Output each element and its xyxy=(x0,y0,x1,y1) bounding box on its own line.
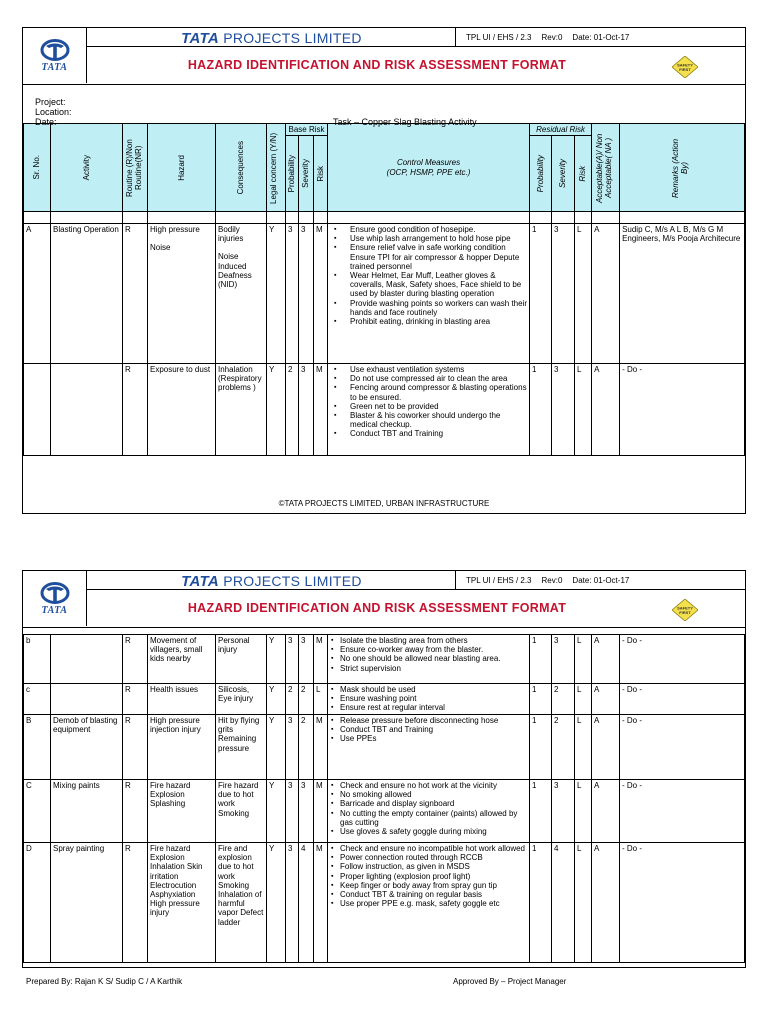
cell-line: Personal injury xyxy=(218,636,250,655)
control-item: ▪ Wear Helmet, Ear Muff, Leather gloves & coveralls, Mask, Safety shoes, Face shield to be used by blaster during blasting operation xyxy=(330,271,527,299)
cell-consequences xyxy=(216,780,267,843)
cell-res-severity: 4 xyxy=(552,843,575,963)
cell-acceptable: A xyxy=(592,364,620,456)
copyright-footer: ©TATA PROJECTS LIMITED, URBAN INFRASTRUCTURE xyxy=(278,499,490,508)
control-item: ▪ Ensure rest at regular interval xyxy=(330,703,527,712)
doc-number: TPL UI / EHS / 2.3 xyxy=(466,32,532,42)
control-list xyxy=(330,636,527,673)
cell-sr-no: b xyxy=(24,635,51,684)
cell-legal: Y xyxy=(267,364,286,456)
cell-res-probability: 1 xyxy=(530,364,552,456)
col-control-measures-sub: (OCP, HSMP, PPE etc.) xyxy=(386,167,471,177)
cell-routine: R xyxy=(123,684,148,715)
cell-hazard xyxy=(148,224,216,364)
cell-activity xyxy=(51,364,123,456)
control-item: ▪ Use PPEs xyxy=(330,734,527,743)
cell-acceptable: A xyxy=(592,684,620,715)
company-name xyxy=(89,30,454,47)
cell-line: Silicosis, Eye injury xyxy=(218,685,254,704)
control-item: ▪ Conduct TBT and Training xyxy=(330,429,527,438)
badge-text-2: FIRST xyxy=(679,610,691,615)
control-list xyxy=(330,716,527,744)
cell-res-risk: L xyxy=(575,635,592,684)
cell-line: Hit by flying grits Remaining pressure xyxy=(218,716,260,753)
table-row xyxy=(24,364,745,456)
cell-line: Fire hazard Explosion Splashing xyxy=(150,781,191,809)
company-name-bold: TATA xyxy=(181,30,220,47)
control-item: ▪ Keep finger or body away from spray gun tip xyxy=(330,881,527,890)
cell-acceptable: A xyxy=(592,780,620,843)
cell-probability: 3 xyxy=(286,843,299,963)
cell-activity xyxy=(51,635,123,684)
doc-reference xyxy=(455,571,745,589)
cell-severity: 2 xyxy=(299,684,314,715)
table-row xyxy=(24,635,745,684)
project-meta xyxy=(23,85,745,127)
cell-sr-no xyxy=(24,364,51,456)
cell-consequences xyxy=(216,224,267,364)
control-item: ▪ No cutting the empty container (paints) allowed by gas cutting xyxy=(330,809,527,827)
col-hazard: Hazard xyxy=(176,154,186,181)
cell-legal: Y xyxy=(267,715,286,780)
cell-activity: Blasting Operation xyxy=(51,224,123,364)
control-item: ▪ Conduct TBT and Training xyxy=(330,725,527,734)
cell-probability: 3 xyxy=(286,635,299,684)
cell-activity: Demob of blasting equipment xyxy=(51,715,123,780)
cell-control-measures xyxy=(328,635,530,684)
control-item: ▪ Conduct TBT & training on regular basis xyxy=(330,890,527,899)
control-item: ▪ Ensure good condition of hosepipe. xyxy=(330,225,527,234)
cell-control-measures xyxy=(328,364,530,456)
control-item: ▪ Ensure washing point xyxy=(330,694,527,703)
cell-risk: M xyxy=(314,224,328,364)
cell-line: Noise Induced Deafness (NID) xyxy=(218,252,252,290)
control-item: ▪ Prohibit eating, drinking in blasting area xyxy=(330,317,527,326)
form-title: HAZARD IDENTIFICATION AND RISK ASSESSMENT FORMAT xyxy=(187,601,567,615)
cell-consequences xyxy=(216,684,267,715)
safety-first-badge-icon xyxy=(672,599,698,621)
control-item: ▪ Release pressure before disconnecting hose xyxy=(330,716,527,725)
cell-res-risk: L xyxy=(575,684,592,715)
cell-res-probability: 1 xyxy=(530,224,552,364)
cell-res-severity: 2 xyxy=(552,715,575,780)
cell-severity: 3 xyxy=(299,224,314,364)
control-list xyxy=(330,685,527,713)
cell-sr-no: C xyxy=(24,780,51,843)
control-item: ▪ Ensure relief valve in safe working condition Ensure TPI for air compressor & hopper Depute trained personnel xyxy=(330,243,527,271)
control-list xyxy=(330,844,527,908)
control-item: ▪ Use gloves & safety goggle during mixing xyxy=(330,827,527,836)
col-base-risk: Base Risk xyxy=(286,124,328,136)
doc-number: TPL UI / EHS / 2.3 xyxy=(466,575,532,585)
control-item: ▪ No smoking allowed xyxy=(330,790,527,799)
cell-activity: Mixing paints xyxy=(51,780,123,843)
cell-control-measures xyxy=(328,843,530,963)
revision: Rev:0 xyxy=(541,575,563,585)
cell-acceptable: A xyxy=(592,843,620,963)
cell-res-severity: 3 xyxy=(552,780,575,843)
control-item: ▪ Proper lighting (explosion proof light) xyxy=(330,872,527,881)
cell-line: Noise xyxy=(150,243,171,253)
cell-consequences xyxy=(216,843,267,963)
cell-res-probability: 1 xyxy=(530,780,552,843)
risk-table-page-2 xyxy=(23,634,745,963)
table-row xyxy=(24,715,745,780)
cell-legal: Y xyxy=(267,224,286,364)
col-residual-risk: Residual Risk xyxy=(530,124,592,136)
cell-risk: M xyxy=(314,364,328,456)
doc-date: Date: 01-Oct-17 xyxy=(572,575,630,585)
control-item: ▪ Isolate the blasting area from others xyxy=(330,636,527,645)
badge-text-2: FIRST xyxy=(679,67,691,72)
control-item: ▪ Ensure co-worker away from the blaster. xyxy=(330,645,527,654)
col-probability: Probability xyxy=(287,154,297,193)
cell-severity: 3 xyxy=(299,364,314,456)
cell-res-risk: L xyxy=(575,715,592,780)
cell-routine: R xyxy=(123,780,148,843)
risk-table-page-1 xyxy=(23,123,745,456)
project-label: Project: xyxy=(35,97,66,107)
cell-severity: 4 xyxy=(299,843,314,963)
cell-control-measures xyxy=(328,684,530,715)
col-legal: Legal concern (Y/N) xyxy=(269,131,278,204)
cell-control-measures xyxy=(328,224,530,364)
control-item: ▪ Power connection routed through RCCB xyxy=(330,853,527,862)
col-activity: Activity xyxy=(81,154,91,181)
table-row xyxy=(24,780,745,843)
cell-res-risk: L xyxy=(575,224,592,364)
cell-activity: Spray painting xyxy=(51,843,123,963)
control-item: ▪ Use whip lash arrangement to hold hose pipe xyxy=(330,234,527,243)
cell-control-measures xyxy=(328,780,530,843)
cell-remarks: - Do - xyxy=(620,780,745,843)
revision: Rev:0 xyxy=(541,32,563,42)
form-header xyxy=(23,571,745,628)
table-row xyxy=(24,224,745,364)
cell-line: Bodily injuries xyxy=(218,225,244,244)
cell-res-probability: 1 xyxy=(530,843,552,963)
cell-line: Inhalation (Respiratory problems ) xyxy=(218,365,262,393)
cell-line: Health issues xyxy=(150,685,199,694)
col-acceptable: Acceptable(A)/ Non Acceptable( NA ) xyxy=(594,132,613,203)
cell-routine: R xyxy=(123,843,148,963)
control-item: ▪ Do not use compressed air to clean the area xyxy=(330,374,527,383)
cell-remarks: - Do - xyxy=(620,364,745,456)
cell-res-probability: 1 xyxy=(530,715,552,780)
col-control-measures: Control Measures xyxy=(396,158,461,168)
cell-routine: R xyxy=(123,364,148,456)
cell-risk: L xyxy=(314,684,328,715)
logo-text: TATA xyxy=(41,604,68,616)
safety-first-badge-icon xyxy=(672,56,698,78)
task-title: Task – Copper Slag Blasting Activity xyxy=(333,117,477,127)
cell-res-probability: 1 xyxy=(530,635,552,684)
date-label: Date: xyxy=(35,117,57,127)
cell-control-measures xyxy=(328,715,530,780)
cell-line: Movement of villagers, small kids nearby xyxy=(150,636,203,664)
cell-acceptable: A xyxy=(592,715,620,780)
form-title: HAZARD IDENTIFICATION AND RISK ASSESSMENT FORMAT xyxy=(187,58,567,72)
tata-logo-icon xyxy=(40,39,70,61)
cell-line: Fire hazard Explosion Inhalation Skin irritation Electrocution Asphyxiation High pressure injury xyxy=(150,844,203,918)
cell-remarks: - Do - xyxy=(620,843,745,963)
cell-legal: Y xyxy=(267,843,286,963)
cell-probability: 2 xyxy=(286,684,299,715)
cell-res-probability: 1 xyxy=(530,684,552,715)
cell-routine: R xyxy=(123,715,148,780)
cell-hazard xyxy=(148,364,216,456)
cell-line: Fire hazard due to hot work Smoking xyxy=(218,781,259,818)
control-list xyxy=(330,781,527,836)
col-risk: Risk xyxy=(315,165,325,182)
cell-res-severity: 3 xyxy=(552,364,575,456)
cell-remarks: - Do - xyxy=(620,635,745,684)
control-item: ▪ Use exhaust ventilation systems xyxy=(330,365,527,374)
logo-text: TATA xyxy=(41,61,68,73)
cell-res-risk: L xyxy=(575,843,592,963)
control-item: ▪ Barricade and display signboard xyxy=(330,799,527,808)
cell-remarks: - Do - xyxy=(620,715,745,780)
company-name-bold: TATA xyxy=(181,573,220,590)
cell-severity: 3 xyxy=(299,635,314,684)
tata-logo xyxy=(23,28,87,83)
cell-hazard xyxy=(148,684,216,715)
cell-probability: 3 xyxy=(286,780,299,843)
cell-sr-no: A xyxy=(24,224,51,364)
col-res-probability: Probability xyxy=(535,154,545,193)
control-item: ▪ Provide washing points so workers can wash their hands and face routinely xyxy=(330,299,527,317)
table-row xyxy=(24,684,745,715)
cell-line: Exposure to dust xyxy=(150,365,211,374)
cell-consequences xyxy=(216,635,267,684)
form-header xyxy=(23,28,745,85)
page-1 xyxy=(22,27,746,514)
col-severity: Severity xyxy=(301,159,311,188)
cell-hazard xyxy=(148,715,216,780)
control-item: ▪ Use proper PPE e.g. mask, safety goggle etc xyxy=(330,899,527,908)
cell-res-severity: 2 xyxy=(552,684,575,715)
cell-res-severity: 3 xyxy=(552,224,575,364)
company-name-rest: PROJECTS LIMITED xyxy=(219,573,362,589)
page-2 xyxy=(22,570,746,968)
cell-activity xyxy=(51,684,123,715)
cell-hazard xyxy=(148,780,216,843)
cell-severity: 2 xyxy=(299,715,314,780)
control-item: ▪ Follow instruction, as given in MSDS xyxy=(330,862,527,871)
cell-legal: Y xyxy=(267,635,286,684)
cell-risk: M xyxy=(314,843,328,963)
badge-text-1: SAFETY xyxy=(677,605,693,611)
cell-res-risk: L xyxy=(575,364,592,456)
cell-remarks: Sudip C, M/s A L B, M/s G M Engineers, M/s Pooja Architecure xyxy=(620,224,745,364)
cell-severity: 3 xyxy=(299,780,314,843)
cell-probability: 2 xyxy=(286,364,299,456)
control-item: ▪ Mask should be used xyxy=(330,685,527,694)
control-list xyxy=(330,365,527,439)
col-sr-no: Sr. No. xyxy=(32,155,42,180)
table-row xyxy=(24,843,745,963)
col-routine: Routine (R)/Non Routine(NR) xyxy=(125,138,144,197)
control-item: ▪ Green net to be provided xyxy=(330,402,527,411)
cell-consequences xyxy=(216,364,267,456)
cell-acceptable: A xyxy=(592,635,620,684)
cell-legal: Y xyxy=(267,780,286,843)
cell-hazard xyxy=(148,843,216,963)
control-item: ▪ Fencing around compressor & blasting operations to be ensured. xyxy=(330,383,527,401)
cell-legal: Y xyxy=(267,684,286,715)
cell-routine: R xyxy=(123,224,148,364)
col-res-severity: Severity xyxy=(558,159,568,188)
cell-routine: R xyxy=(123,635,148,684)
cell-probability: 3 xyxy=(286,224,299,364)
control-item: ▪ Blaster & his coworker should undergo the medical checkup. xyxy=(330,411,527,429)
cell-line: High pressure injection injury xyxy=(150,716,201,735)
cell-risk: M xyxy=(314,780,328,843)
company-name xyxy=(89,573,454,590)
control-item: ▪ Strict supervision xyxy=(330,664,527,673)
tata-logo-icon xyxy=(40,582,70,604)
cell-line: Fire and explosion due to hot work Smoking Inhalation of harmful vapor Defect ladder xyxy=(218,844,264,927)
cell-sr-no: D xyxy=(24,843,51,963)
doc-date: Date: 01-Oct-17 xyxy=(572,32,630,42)
cell-res-severity: 3 xyxy=(552,635,575,684)
cell-hazard xyxy=(148,635,216,684)
cell-acceptable: A xyxy=(592,224,620,364)
badge-text-1: SAFETY xyxy=(677,62,693,68)
tata-logo xyxy=(23,571,87,626)
cell-sr-no: B xyxy=(24,715,51,780)
approved-by: Approved By – Project Manager xyxy=(453,977,567,986)
cell-line: High pressure xyxy=(150,225,200,234)
cell-res-risk: L xyxy=(575,780,592,843)
doc-reference xyxy=(455,28,745,46)
col-consequences: Consequences xyxy=(236,140,246,195)
cell-risk: M xyxy=(314,635,328,684)
cell-remarks: - Do - xyxy=(620,684,745,715)
col-res-risk: Risk xyxy=(578,165,588,182)
control-list xyxy=(330,225,527,326)
cell-consequences xyxy=(216,715,267,780)
col-remarks: Remarks (Action By) xyxy=(671,137,690,198)
control-item: ▪ Check and ensure no incompatible hot work allowed xyxy=(330,844,527,853)
cell-sr-no: c xyxy=(24,684,51,715)
control-item: ▪ No one should be allowed near blasting area. xyxy=(330,654,527,663)
company-name-rest: PROJECTS LIMITED xyxy=(219,30,362,46)
control-item: ▪ Check and ensure no hot work at the vicinity xyxy=(330,781,527,790)
cell-risk: M xyxy=(314,715,328,780)
prepared-by: Prepared By: Rajan K S/ Sudip C / A Karthik xyxy=(26,977,183,986)
location-label: Location: xyxy=(35,107,72,117)
cell-probability: 3 xyxy=(286,715,299,780)
